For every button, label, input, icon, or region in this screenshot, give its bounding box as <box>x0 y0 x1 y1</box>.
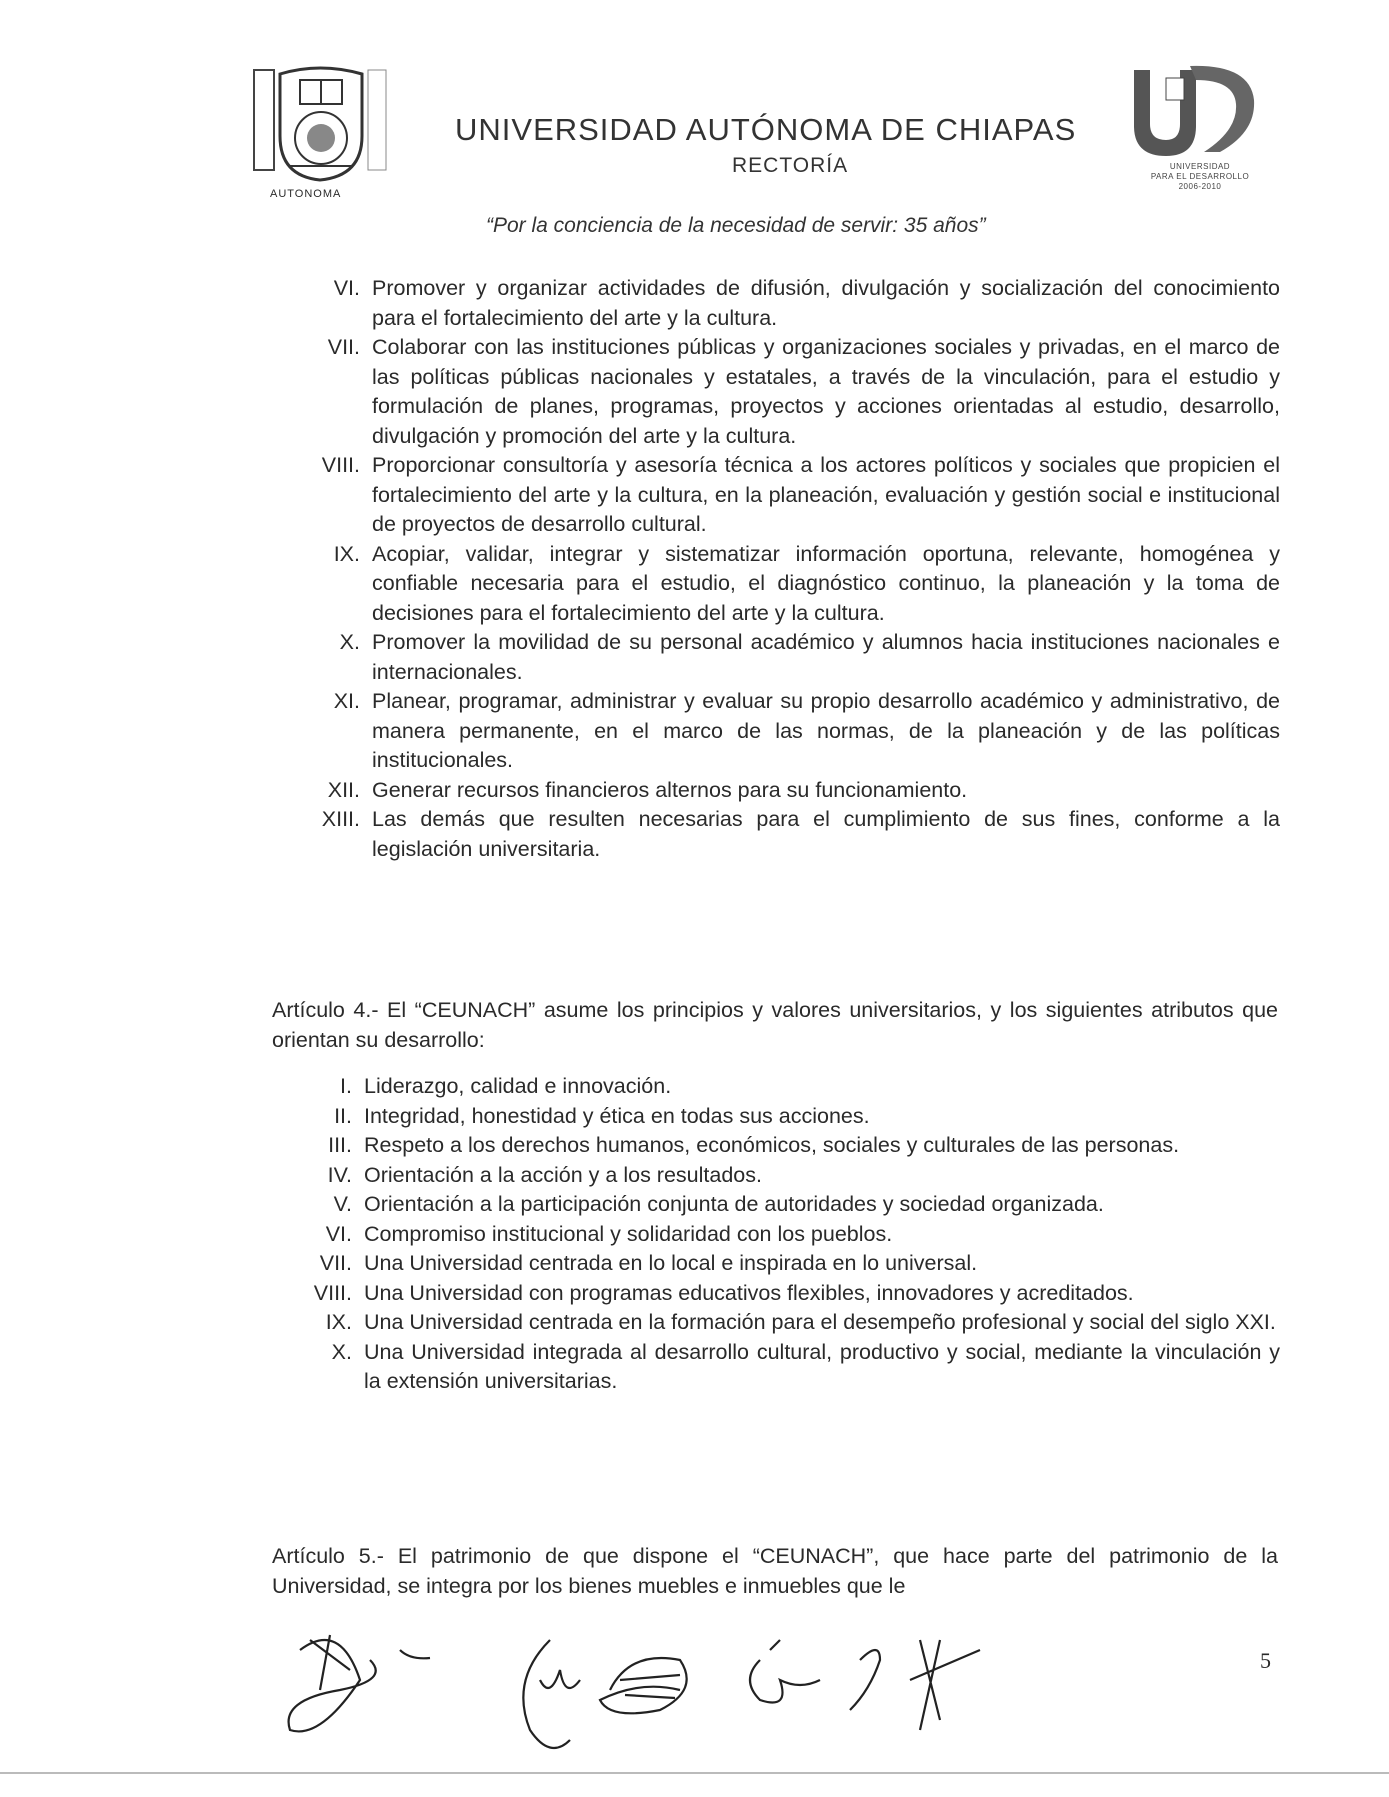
item-text: Una Universidad centrada en la formación para el desempeño profesional y social del siglo XXI. <box>364 1310 1276 1334</box>
office-title: RECTORÍA <box>732 154 849 177</box>
university-title: UNIVERSIDAD AUTÓNOMA DE CHIAPAS <box>455 112 1077 147</box>
functions-list <box>300 274 1280 864</box>
item-text: Orientación a la participación conjunta de autoridades y sociedad organizada. <box>364 1192 1104 1216</box>
list-item <box>300 1279 1280 1309</box>
item-number: VIII. <box>313 1280 352 1305</box>
item-text: Una Universidad centrada en lo local e inspirada en lo universal. <box>364 1251 978 1275</box>
ub-caption-line-2: PARA EL DESARROLLO <box>1150 172 1250 181</box>
list-item <box>300 1338 1280 1397</box>
item-number: XI. <box>333 689 360 713</box>
item-number: X. <box>339 630 360 654</box>
list-item <box>300 776 1280 806</box>
item-text: Integridad, honestidad y ética en todas sus acciones. <box>364 1103 870 1128</box>
list-item <box>300 1161 1280 1191</box>
item-number: X. <box>331 1339 352 1364</box>
list-item <box>300 687 1280 776</box>
item-number: VII. <box>319 1251 352 1275</box>
item-text: Promover y organizar actividades de difusión, divulgación y socialización del conocimiento para el fortalecimiento del arte y la cultura. <box>372 276 1280 330</box>
seal-caption: AUTONOMA <box>270 188 342 200</box>
item-number: VII. <box>327 335 360 359</box>
item-number: I. <box>340 1074 352 1098</box>
item-text: Una Universidad con programas educativos flexibles, innovadores y acreditados. <box>364 1280 1134 1305</box>
item-text: Liderazgo, calidad e innovación. <box>364 1074 672 1098</box>
list-item <box>300 1131 1280 1161</box>
item-number: II. <box>334 1103 352 1128</box>
item-text: Acopiar, validar, integrar y sistematizar información oportuna, relevante, homogénea y confiable necesaria para el estudio, el diagnóstico continuo, la planeación y la toma de decisiones para el fortalecimiento del arte y la cultura. <box>372 541 1280 625</box>
item-number: XIII. <box>321 807 360 831</box>
item-text: Respeto a los derechos humanos, económicos, sociales y culturales de las personas. <box>364 1133 1180 1157</box>
item-number: VI. <box>325 1221 352 1246</box>
list-item <box>300 540 1280 629</box>
seal-emblem-icon <box>250 66 390 184</box>
ub-caption-line-3: 2006-2010 <box>1178 182 1222 191</box>
article-4: Artículo 4.- El “CEUNACH” asume los principios y valores universitarios, y los siguientes atributos que orientan su desarrollo: <box>272 998 1278 1052</box>
list-item <box>300 333 1280 451</box>
item-number: IX. <box>325 1310 352 1334</box>
list-item <box>300 628 1280 687</box>
item-number: III. <box>328 1133 352 1157</box>
item-text: Orientación a la acción y a los resultados. <box>364 1162 762 1187</box>
item-text: Generar recursos financieros alternos para su funcionamiento. <box>372 777 968 802</box>
list-item <box>300 1220 1280 1250</box>
signature-scribbles-icon <box>280 1620 1280 1770</box>
item-text: Promover la movilidad de su personal académico y alumnos hacia instituciones nacionales e internacionales. <box>372 630 1280 684</box>
item-number: VIII. <box>321 453 360 477</box>
list-item <box>300 451 1280 540</box>
list-item <box>300 1249 1280 1279</box>
university-seal-logo <box>250 66 390 206</box>
list-item <box>300 274 1280 333</box>
page-number: 5 <box>1260 1648 1271 1673</box>
signatures <box>280 1620 1280 1770</box>
scan-edge-divider <box>0 1772 1389 1774</box>
attributes-list <box>300 1072 1280 1397</box>
article-5: Artículo 5.- El patrimonio de que dispone el “CEUNACH”, que hace parte del patrimonio de la Universidad, se integra por los bienes muebles e inmuebles que le <box>272 1544 1278 1598</box>
item-number: XII. <box>327 777 360 802</box>
item-text: Planear, programar, administrar y evaluar su propio desarrollo académico y administrativo, de manera permanente, en el marco de las normas, de la planeación y de las políticas institucionales. <box>372 689 1280 772</box>
item-text: Las demás que resulten necesarias para el cumplimiento de sus fines, conforme a la legislación universitaria. <box>372 807 1280 861</box>
item-number: IV. <box>327 1162 352 1187</box>
item-text: Compromiso institucional y solidaridad con los pueblos. <box>364 1221 893 1246</box>
list-item <box>300 1190 1280 1220</box>
ub-caption-line-1: UNIVERSIDAD <box>1169 162 1231 171</box>
ub-emblem-icon <box>1130 60 1260 160</box>
list-item <box>300 805 1280 864</box>
slogan: “Por la conciencia de la necesidad de servir: 35 años” <box>486 214 986 237</box>
item-number: IX. <box>333 541 360 566</box>
list-item <box>300 1102 1280 1132</box>
list-item <box>300 1308 1280 1338</box>
ub-caption <box>1130 162 1270 192</box>
item-number: V. <box>333 1192 352 1216</box>
list-item <box>300 1072 1280 1102</box>
item-text: Una Universidad integrada al desarrollo cultural, productivo y social, mediante la vinculación y la extensión universitarias. <box>364 1339 1280 1393</box>
item-text: Colaborar con las instituciones públicas y organizaciones sociales y privadas, en el marco de las políticas públicas nacionales y estatales, a través de la vinculación, para el estudio y formulación de planes, programas, proyectos y acciones orientadas al estudio, desarrollo, divulgación y promoción del arte y la cultura. <box>372 335 1280 448</box>
item-text: Proporcionar consultoría y asesoría técnica a los actores políticos y sociales que propicien el fortalecimiento del arte y la cultura, en la planeación, evaluación y gestión social e institucional de proyectos de desarrollo cultural. <box>372 453 1280 536</box>
item-number: VI. <box>333 276 360 300</box>
ub-logo <box>1130 60 1270 210</box>
